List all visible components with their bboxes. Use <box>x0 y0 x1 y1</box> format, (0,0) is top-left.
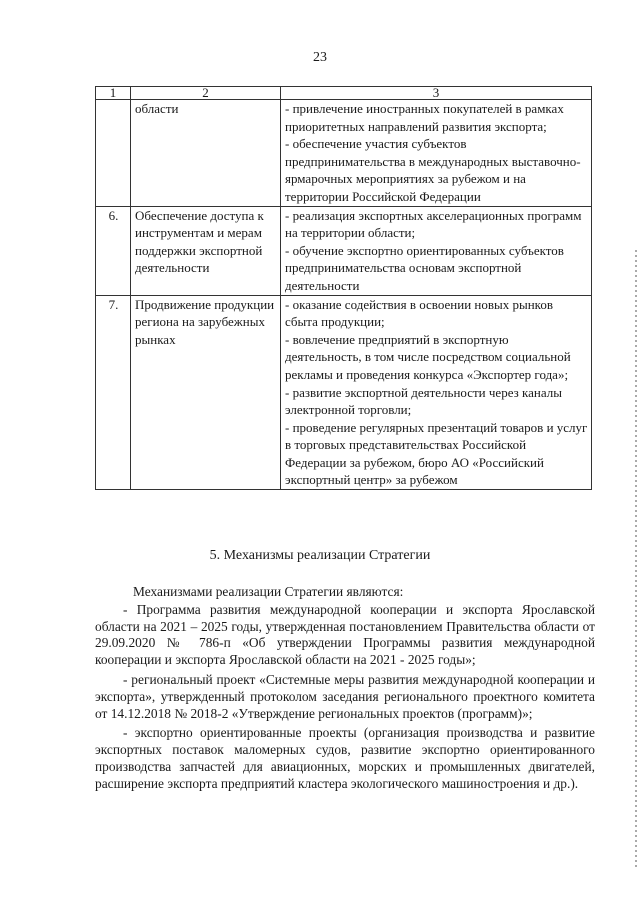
mechanism-item: - региональный проект «Системные меры развития международной кооперации и экспорта», утвержденный протоколом заседания регионального проектного комитета от 14.12.2018 № 2018-2 «Утверждение региональных проектов (программ)»; <box>95 671 595 721</box>
row-name: Обеспечение доступа к инструментам и мерам поддержки экспортной деятельности <box>131 206 281 295</box>
section-intro: Механизмами реализации Стратегии являются: <box>133 584 404 599</box>
row-items <box>281 100 592 207</box>
section-body <box>95 584 595 796</box>
row-number: 6. <box>96 206 131 295</box>
row-items <box>281 295 592 490</box>
list-item: - реализация экспортных акселерационных программ на территории области; <box>285 207 582 241</box>
mechanism-item: - экспортно ориентированные проекты (организация производства и развитие экспортных поставок маломерных судов, развитие экспортно ориентированного производства запчастей для авиационных, морских и промышленных двигателей, расширение экспорта предприятий кластера экологического машиностроения и др.). <box>95 725 595 791</box>
table-row <box>96 206 592 295</box>
row-items <box>281 206 592 295</box>
list-item: - обучение экспортно ориентированных субъектов предпринимательства основам экспортной деятельности <box>285 242 564 293</box>
list-item: - оказание содействия в освоении новых рынков сбыта продукции; <box>285 296 553 330</box>
row-number: 7. <box>96 295 131 490</box>
page-number: 23 <box>313 50 327 65</box>
strategy-table <box>95 86 592 490</box>
table-header-row <box>96 87 592 100</box>
row-name: Продвижение продукции региона на зарубежных рынках <box>131 295 281 490</box>
table-row <box>96 100 592 207</box>
header-cell-2: 2 <box>131 87 281 100</box>
table-row <box>96 295 592 490</box>
section-heading: 5. Механизмы реализации Стратегии <box>209 548 431 563</box>
row-name: области <box>131 100 281 207</box>
list-item: - развитие экспортной деятельности через каналы электронной торговли; <box>285 384 562 418</box>
list-item: - вовлечение предприятий в экспортную деятельность, в том числе посредством социальной рекламы и проведения конкурса «Экспортер года»; <box>285 331 571 382</box>
list-item: - обеспечение участия субъектов предпринимательства в международных выставочно-ярмарочных мероприятиях за рубежом и на территории Российской Федерации <box>285 136 581 204</box>
row-number <box>96 100 131 207</box>
list-item: - привлечение иностранных покупателей в рамках приоритетных направлений развития экспорта; <box>285 101 564 134</box>
scan-edge-mark <box>635 250 637 870</box>
list-item: - проведение регулярных презентаций товаров и услуг в торговых представительствах Российской Федерации за рубежом, бюро АО «Российский экспортный центр» за рубежом <box>285 419 588 488</box>
header-cell-1: 1 <box>96 87 131 100</box>
header-cell-3: 3 <box>281 87 592 100</box>
mechanism-item: - Программа развития международной кооперации и экспорта Ярославской области на 2021 – 2025 годы, утвержденная постановлением Правительства области от 29.09.2020 № 786-п «Об утверждении Программы развития международной кооперации и экспорта Ярославской области на 2021 - 2025 годы»; <box>95 601 595 668</box>
